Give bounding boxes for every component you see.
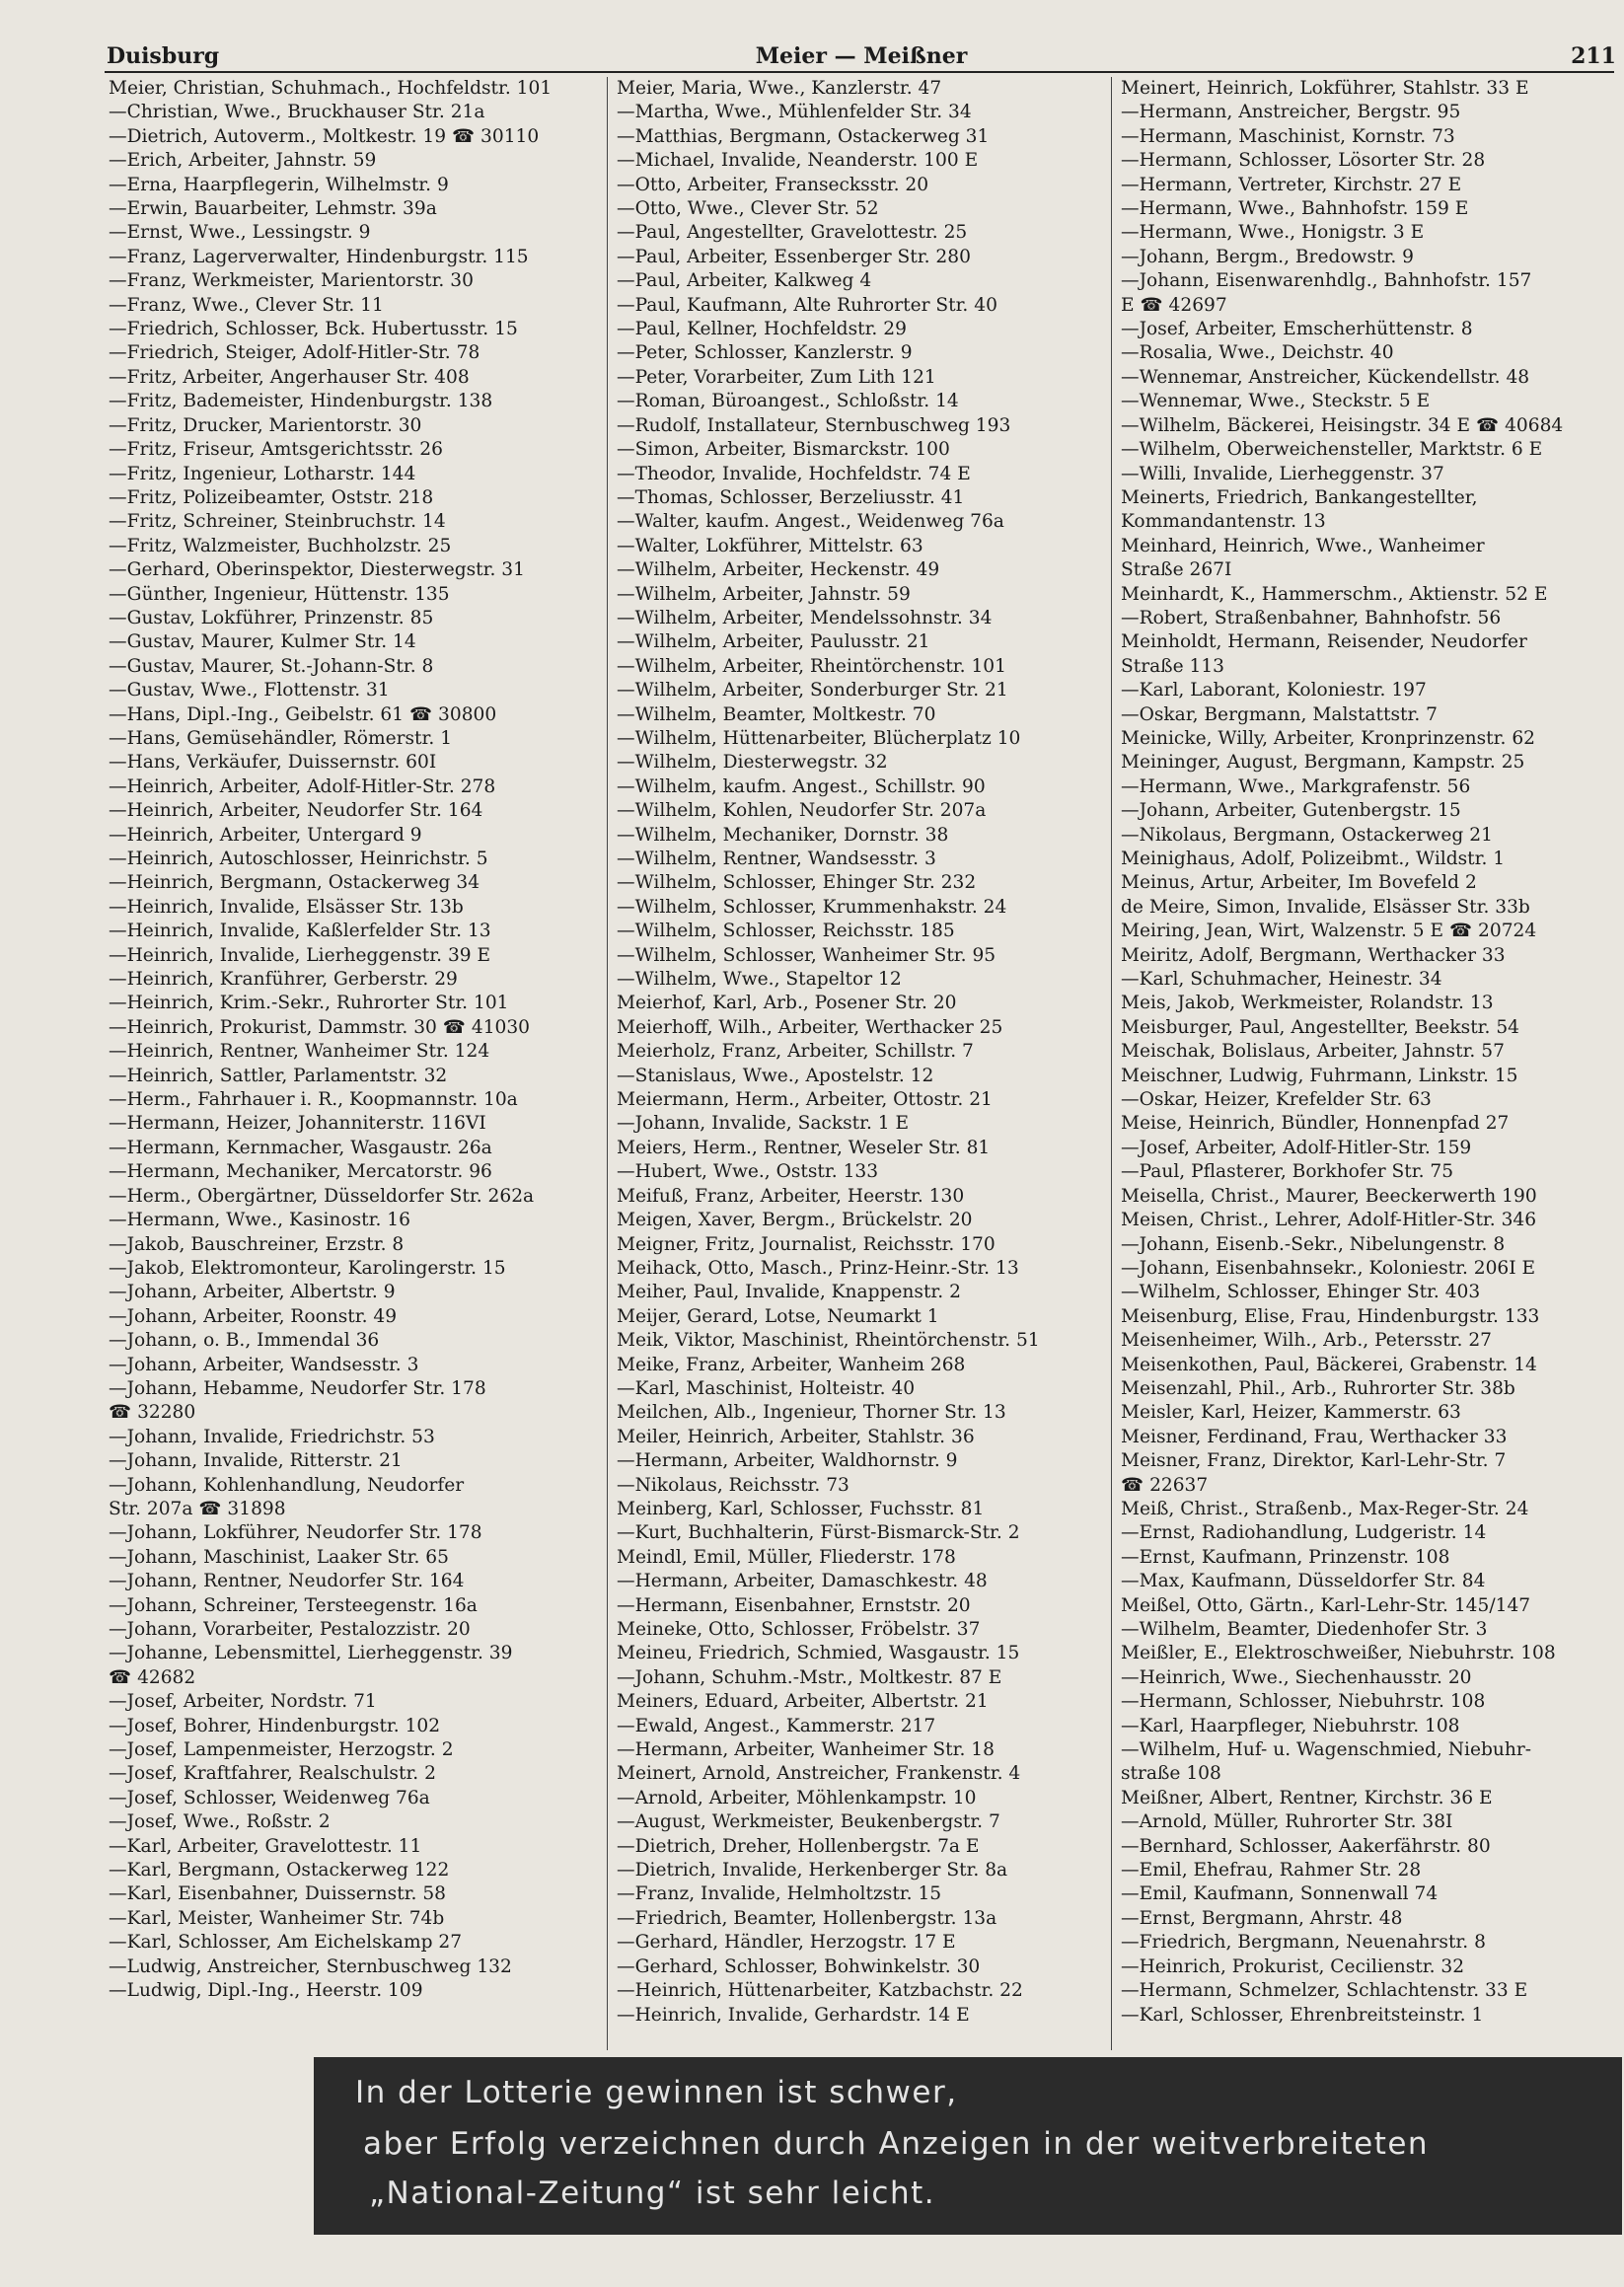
directory-entry: —Johann, Arbeiter, Roonstr. 49 — [109, 1305, 398, 1327]
directory-entry: Meindl, Emil, Müller, Fliederstr. 178 — [617, 1546, 956, 1568]
directory-entry: —Fritz, Walzmeister, Buchholzstr. 25 — [109, 535, 452, 556]
directory-entry: —Johann, Arbeiter, Wandsesstr. 3 — [109, 1354, 419, 1375]
directory-entry: —Wilhelm, kaufm. Angest., Schillstr. 90 — [617, 775, 986, 797]
directory-entry: —Wilhelm, Beamter, Moltkestr. 70 — [617, 703, 936, 725]
directory-entry: —Friedrich, Schlosser, Bck. Hubertusstr. 15 — [109, 319, 518, 340]
directory-entry: Meilchen, Alb., Ingenieur, Thorner Str. 13 — [617, 1402, 1006, 1424]
directory-entry: —Ewald, Angest., Kammerstr. 217 — [617, 1715, 936, 1736]
directory-entry: —Josef, Wwe., Roßstr. 2 — [109, 1811, 331, 1833]
directory-entry: —Hermann, Wwe., Bahnhofstr. 159 E — [1121, 198, 1469, 220]
directory-entry: —August, Werkmeister, Beukenbergstr. 7 — [617, 1811, 1000, 1833]
directory-entry: —Wilhelm, Arbeiter, Rheintörchenstr. 101 — [617, 655, 1006, 677]
directory-entry: Meis, Jakob, Werkmeister, Rolandstr. 13 — [1121, 993, 1494, 1014]
directory-entry: —Walter, Lokführer, Mittelstr. 63 — [617, 535, 923, 556]
directory-entry: —Johann, Invalide, Sackstr. 1 E — [617, 1113, 910, 1135]
directory-entry: —Paul, Kaufmann, Alte Ruhrorter Str. 40 — [617, 294, 997, 316]
directory-entry: —Karl, Haarpfleger, Niebuhrstr. 108 — [1121, 1715, 1460, 1736]
directory-entry: —Fritz, Drucker, Marientorstr. 30 — [109, 414, 422, 436]
directory-entry: —Thomas, Schlosser, Berzeliusstr. 41 — [617, 486, 965, 508]
directory-entry: —Matthias, Bergmann, Ostackerweg 31 — [617, 125, 990, 147]
directory-entry: —Martha, Wwe., Mühlenfelder Str. 34 — [617, 102, 972, 123]
city-name: Duisburg — [107, 43, 220, 69]
directory-entry: —Rudolf, Installateur, Sternbuschweg 193 — [617, 414, 1011, 436]
directory-entry: —Emil, Kaufmann, Sonnenwall 74 — [1121, 1883, 1439, 1905]
directory-entry: Meineke, Otto, Schlosser, Fröbelstr. 37 — [617, 1619, 981, 1640]
directory-entry: —Ernst, Bergmann, Ahrstr. 48 — [1121, 1907, 1403, 1929]
directory-entry: —Wennemar, Anstreicher, Kückendellstr. 48 — [1121, 366, 1530, 388]
directory-entry: —Johann, Schreiner, Tersteegenstr. 16a — [109, 1594, 478, 1616]
directory-entry: Kommandantenstr. 13 — [1121, 511, 1326, 533]
directory-entry: —Franz, Lagerverwalter, Hindenburgstr. 115 — [109, 246, 529, 267]
directory-entry: —Ernst, Wwe., Lessingstr. 9 — [109, 222, 371, 244]
directory-entry: —Roman, Büroangest., Schloßstr. 14 — [617, 391, 959, 412]
directory-entry: Straße 267I — [1121, 559, 1232, 581]
directory-entry: —Josef, Arbeiter, Nordstr. 71 — [109, 1691, 377, 1713]
directory-entry: —Friedrich, Steiger, Adolf-Hitler-Str. 78 — [109, 342, 480, 364]
directory-entry: E ☎ 42697 — [1121, 294, 1227, 316]
directory-entry: —Fritz, Ingenieur, Lotharstr. 144 — [109, 463, 416, 484]
directory-entry: —Theodor, Invalide, Hochfeldstr. 74 E — [617, 463, 971, 484]
directory-entry: Meiher, Paul, Invalide, Knappenstr. 2 — [617, 1282, 961, 1303]
directory-entry: —Wilhelm, Schlosser, Ehinger Str. 403 — [1121, 1282, 1481, 1303]
directory-column-2 — [617, 77, 1115, 2054]
directory-entry: —Erwin, Bauarbeiter, Lehmstr. 39a — [109, 198, 437, 220]
directory-entry: Meiritz, Adolf, Bergmann, Werthacker 33 — [1121, 944, 1506, 966]
directory-entry: —Hermann, Wwe., Markgrafenstr. 56 — [1121, 775, 1471, 797]
directory-entry: —Paul, Pflasterer, Borkhofer Str. 75 — [1121, 1161, 1454, 1183]
directory-entry: —Karl, Schlosser, Ehrenbreitsteinstr. 1 — [1121, 2004, 1484, 2026]
directory-entry: —Rosalia, Wwe., Deichstr. 40 — [1121, 342, 1394, 364]
directory-entry: —Herm., Obergärtner, Düsseldorfer Str. 262a — [109, 1185, 535, 1207]
directory-entry: —Wennemar, Wwe., Steckstr. 5 E — [1121, 391, 1431, 412]
directory-entry: —Oskar, Bergmann, Malstattstr. 7 — [1121, 703, 1438, 725]
header-rule — [105, 71, 1614, 73]
directory-entry: —Josef, Arbeiter, Adolf-Hitler-Str. 159 — [1121, 1137, 1472, 1158]
directory-column-3 — [1121, 77, 1616, 2054]
directory-entry: —Karl, Arbeiter, Gravelottestr. 11 — [109, 1835, 422, 1857]
directory-entry: Meininger, August, Bergmann, Kampstr. 25 — [1121, 752, 1525, 774]
directory-entry: Meihack, Otto, Masch., Prinz-Heinr.-Str. 13 — [617, 1257, 1019, 1279]
directory-entry: —Wilhelm, Schlosser, Reichsstr. 185 — [617, 921, 955, 942]
directory-entry: —Max, Kaufmann, Düsseldorfer Str. 84 — [1121, 1571, 1486, 1592]
directory-entry: Meike, Franz, Arbeiter, Wanheim 268 — [617, 1354, 966, 1375]
directory-entry: —Gerhard, Schlosser, Bohwinkelstr. 30 — [617, 1955, 981, 1977]
directory-entry: —Heinrich, Kranführer, Gerberstr. 29 — [109, 969, 458, 991]
directory-entry: —Gustav, Wwe., Flottenstr. 31 — [109, 680, 390, 701]
directory-entry: —Hermann, Wwe., Honigstr. 3 E — [1121, 222, 1425, 244]
directory-entry: Meijer, Gerard, Lotse, Neumarkt 1 — [617, 1305, 939, 1327]
directory-entry: —Peter, Vorarbeiter, Zum Lith 121 — [617, 366, 936, 388]
directory-entry: Str. 207a ☎ 31898 — [109, 1498, 286, 1519]
ad-line-3: „National-Zeitung“ ist sehr leicht. — [369, 2176, 936, 2211]
directory-entry: —Josef, Schlosser, Weidenweg 76a — [109, 1787, 430, 1808]
directory-entry: —Wilhelm, Mechaniker, Dornstr. 38 — [617, 824, 949, 846]
directory-entry: —Johann, Eisenb.-Sekr., Nibelungenstr. 8 — [1121, 1233, 1506, 1255]
directory-entry: —Kurt, Buchhalterin, Fürst-Bismarck-Str. 2 — [617, 1522, 1020, 1544]
directory-entry: —Josef, Kraftfahrer, Realschulstr. 2 — [109, 1763, 436, 1785]
directory-entry: Meisenkothen, Paul, Bäckerei, Grabenstr. 14 — [1121, 1354, 1537, 1375]
directory-entry: —Hermann, Anstreicher, Bergstr. 95 — [1121, 102, 1461, 123]
directory-entry: —Günther, Ingenieur, Hüttenstr. 135 — [109, 583, 450, 605]
directory-entry: —Willi, Invalide, Lierheggenstr. 37 — [1121, 463, 1444, 484]
directory-entry: —Hermann, Vertreter, Kirchstr. 27 E — [1121, 174, 1462, 195]
directory-entry: Meinerts, Friedrich, Bankangestellter, — [1121, 486, 1478, 508]
directory-entry: —Paul, Angestellter, Gravelottestr. 25 — [617, 222, 968, 244]
directory-entry: Meinert, Arnold, Anstreicher, Frankenstr. 4 — [617, 1763, 1021, 1785]
directory-entry: —Wilhelm, Beamter, Diedenhofer Str. 3 — [1121, 1619, 1488, 1640]
directory-entry: —Hermann, Schlosser, Niebuhrstr. 108 — [1121, 1691, 1486, 1713]
directory-entry: Meisen, Christ., Lehrer, Adolf-Hitler-Str. 346 — [1121, 1210, 1537, 1231]
directory-entry: —Fritz, Friseur, Amtsgerichtsstr. 26 — [109, 439, 443, 461]
directory-entry: —Wilhelm, Wwe., Stapeltor 12 — [617, 969, 902, 991]
directory-entry: Meisner, Franz, Direktor, Karl-Lehr-Str. 7 — [1121, 1450, 1507, 1472]
directory-entry: —Hermann, Eisenbahner, Ernststr. 20 — [617, 1594, 971, 1616]
directory-entry: ☎ 22637 — [1121, 1474, 1209, 1496]
directory-entry: —Karl, Bergmann, Ostackerweg 122 — [109, 1860, 450, 1881]
directory-entry: Meierholz, Franz, Arbeiter, Schillstr. 7 — [617, 1041, 974, 1063]
directory-entry: —Heinrich, Arbeiter, Neudorfer Str. 164 — [109, 800, 483, 822]
directory-entry: Meinighaus, Adolf, Polizeibmt., Wildstr. 1 — [1121, 848, 1506, 869]
directory-entry: —Gustav, Maurer, Kulmer Str. 14 — [109, 631, 416, 653]
directory-entry: —Fritz, Schreiner, Steinbruchstr. 14 — [109, 511, 446, 533]
directory-entry: —Hans, Dipl.-Ing., Geibelstr. 61 ☎ 30800 — [109, 703, 497, 725]
directory-entry: —Johann, Invalide, Friedrichstr. 53 — [109, 1426, 435, 1447]
ad-line-1: In der Lotterie gewinnen ist schwer, — [355, 2075, 958, 2110]
directory-entry: —Franz, Invalide, Helmholtzstr. 15 — [617, 1883, 942, 1905]
ad-line-2: aber Erfolg verzeichnen durch Anzeigen in der weitverbreiteten — [363, 2126, 1430, 2162]
directory-entry: Meisella, Christ., Maurer, Beeckerwerth 190 — [1121, 1185, 1537, 1207]
directory-entry: —Heinrich, Hüttenarbeiter, Katzbachstr. 22 — [617, 1980, 1023, 2002]
directory-entry: —Arnold, Müller, Ruhrorter Str. 38I — [1121, 1811, 1453, 1833]
directory-entry: —Wilhelm, Arbeiter, Paulusstr. 21 — [617, 631, 930, 653]
directory-entry: —Hermann, Arbeiter, Damaschkestr. 48 — [617, 1571, 988, 1592]
directory-entry: —Wilhelm, Oberweichensteller, Marktstr. 6 E — [1121, 439, 1543, 461]
directory-entry: —Oskar, Heizer, Krefelder Str. 63 — [1121, 1089, 1432, 1111]
directory-entry: —Karl, Laborant, Koloniestr. 197 — [1121, 680, 1427, 701]
directory-entry: Meißel, Otto, Gärtn., Karl-Lehr-Str. 145/147 — [1121, 1594, 1531, 1616]
directory-entry: Meise, Heinrich, Bündler, Honnenpfad 27 — [1121, 1113, 1510, 1135]
directory-entry: Meiners, Eduard, Arbeiter, Albertstr. 21 — [617, 1691, 989, 1713]
directory-entry: —Otto, Arbeiter, Fransecksstr. 20 — [617, 174, 929, 195]
directory-entry: —Karl, Schuhmacher, Heinestr. 34 — [1121, 969, 1442, 991]
column-divider — [1111, 77, 1112, 2050]
directory-entry: —Karl, Maschinist, Holteistr. 40 — [617, 1377, 916, 1399]
directory-entry: —Emil, Ehefrau, Rahmer Str. 28 — [1121, 1860, 1422, 1881]
directory-entry: —Arnold, Arbeiter, Möhlenkampstr. 10 — [617, 1787, 977, 1808]
directory-entry: Meierhoff, Wilh., Arbeiter, Werthacker 25 — [617, 1016, 1003, 1038]
directory-entry: —Wilhelm, Huf- u. Wagenschmied, Niebuhr- — [1121, 1739, 1531, 1761]
directory-column-1 — [109, 77, 607, 2054]
directory-entry: —Gustav, Lokführer, Prinzenstr. 85 — [109, 607, 434, 628]
directory-entry: —Jakob, Bauschreiner, Erzstr. 8 — [109, 1233, 405, 1255]
directory-entry: Meißner, Albert, Rentner, Kirchstr. 36 E — [1121, 1787, 1493, 1808]
directory-entry: —Johann, Eisenbahnsekr., Koloniestr. 206I E — [1121, 1257, 1536, 1279]
directory-entry: Meinhard, Heinrich, Wwe., Wanheimer — [1121, 535, 1485, 556]
directory-entry: —Heinrich, Prokurist, Cecilienstr. 32 — [1121, 1955, 1465, 1977]
directory-entry: —Heinrich, Sattler, Parlamentstr. 32 — [109, 1065, 448, 1086]
directory-entry: Meigen, Xaver, Bergm., Brückelstr. 20 — [617, 1210, 973, 1231]
directory-entry: Meinholdt, Hermann, Reisender, Neudorfer — [1121, 631, 1527, 653]
directory-entry: —Nikolaus, Reichsstr. 73 — [617, 1474, 849, 1496]
directory-entry: —Fritz, Bademeister, Hindenburgstr. 138 — [109, 391, 493, 412]
directory-entry: Meinberg, Karl, Schlosser, Fuchsstr. 81 — [617, 1498, 985, 1519]
directory-entry: —Wilhelm, Arbeiter, Jahnstr. 59 — [617, 583, 911, 605]
directory-entry: —Johann, Lokführer, Neudorfer Str. 178 — [109, 1522, 482, 1544]
directory-entry: —Wilhelm, Hüttenarbeiter, Blücherplatz 10 — [617, 727, 1021, 749]
directory-entry: Meiring, Jean, Wirt, Walzenstr. 5 E ☎ 20724 — [1121, 921, 1537, 942]
directory-entry: Meisenzahl, Phil., Arb., Ruhrorter Str. 38b — [1121, 1377, 1515, 1399]
directory-entry: —Michael, Invalide, Neanderstr. 100 E — [617, 150, 979, 172]
directory-entry: —Fritz, Arbeiter, Angerhauser Str. 408 — [109, 366, 470, 388]
directory-entry: —Dietrich, Autoverm., Moltkestr. 19 ☎ 30110 — [109, 125, 540, 147]
directory-entry: —Bernhard, Schlosser, Aakerfährstr. 80 — [1121, 1835, 1491, 1857]
directory-entry: —Erna, Haarpflegerin, Wilhelmstr. 9 — [109, 174, 449, 195]
directory-entry: —Hermann, Schlosser, Lösorter Str. 28 — [1121, 150, 1486, 172]
directory-entry: —Herm., Fahrhauer i. R., Koopmannstr. 10a — [109, 1089, 518, 1111]
directory-entry: —Wilhelm, Schlosser, Krummenhakstr. 24 — [617, 896, 1007, 918]
directory-entry: Meischak, Bolislaus, Arbeiter, Jahnstr. 57 — [1121, 1041, 1505, 1063]
directory-entry: —Heinrich, Krim.-Sekr., Ruhrorter Str. 101 — [109, 993, 509, 1014]
directory-entry: Meiß, Christ., Straßenb., Max-Reger-Str. 24 — [1121, 1498, 1529, 1519]
directory-entry: —Simon, Arbeiter, Bismarckstr. 100 — [617, 439, 950, 461]
directory-entry: Meier, Christian, Schuhmach., Hochfeldstr. 101 — [109, 78, 553, 99]
directory-entry: —Nikolaus, Bergmann, Ostackerweg 21 — [1121, 824, 1493, 846]
directory-entry: —Hermann, Wwe., Kasinostr. 16 — [109, 1210, 410, 1231]
directory-entry: —Fritz, Polizeibeamter, Oststr. 218 — [109, 486, 434, 508]
directory-entry: —Heinrich, Arbeiter, Untergard 9 — [109, 824, 422, 846]
directory-entry: straße 108 — [1121, 1763, 1221, 1785]
directory-entry: —Hans, Verkäufer, Duissernstr. 60I — [109, 752, 437, 774]
directory-entry: —Heinrich, Bergmann, Ostackerweg 34 — [109, 872, 480, 894]
directory-entry: —Josef, Lampenmeister, Herzogstr. 2 — [109, 1739, 454, 1761]
directory-entry: —Ludwig, Anstreicher, Sternbuschweg 132 — [109, 1955, 512, 1977]
directory-entry: —Karl, Meister, Wanheimer Str. 74b — [109, 1907, 445, 1929]
directory-entry: —Christian, Wwe., Bruckhauser Str. 21a — [109, 102, 485, 123]
advertisement-banner — [314, 2057, 1622, 2235]
directory-entry: —Paul, Arbeiter, Kalkweg 4 — [617, 270, 872, 292]
directory-entry: —Heinrich, Invalide, Lierheggenstr. 39 E — [109, 944, 491, 966]
directory-entry: —Johann, Schuhm.-Mstr., Moltkestr. 87 E — [617, 1666, 1002, 1688]
directory-entry: —Johann, Hebamme, Neudorfer Str. 178 — [109, 1377, 486, 1399]
directory-entry: Meinicke, Willy, Arbeiter, Kronprinzenstr. 62 — [1121, 727, 1535, 749]
directory-entry: —Johann, Arbeiter, Gutenbergstr. 15 — [1121, 800, 1461, 822]
directory-entry: Meiler, Heinrich, Arbeiter, Stahlstr. 36 — [617, 1426, 975, 1447]
directory-entry: —Heinrich, Rentner, Wanheimer Str. 124 — [109, 1041, 490, 1063]
directory-entry: Meisenburg, Elise, Frau, Hindenburgstr. 133 — [1121, 1305, 1540, 1327]
directory-entry: —Hermann, Arbeiter, Wanheimer Str. 18 — [617, 1739, 995, 1761]
directory-entry: Meineu, Friedrich, Schmied, Wasgaustr. 15 — [617, 1643, 1020, 1664]
directory-entry: —Gerhard, Händler, Herzogstr. 17 E — [617, 1932, 956, 1954]
name-range-title: Meier — Meißner — [755, 43, 968, 69]
directory-entry: —Johann, Maschinist, Laaker Str. 65 — [109, 1546, 449, 1568]
directory-entry: —Johann, Eisenwarenhdlg., Bahnhofstr. 157 — [1121, 270, 1532, 292]
directory-entry: —Wilhelm, Schlosser, Ehinger Str. 232 — [617, 872, 977, 894]
directory-entry: Meinus, Artur, Arbeiter, Im Bovefeld 2 — [1121, 872, 1477, 894]
directory-entry: —Jakob, Elektromonteur, Karolingerstr. 15 — [109, 1257, 506, 1279]
directory-entry: —Walter, kaufm. Angest., Weidenweg 76a — [617, 511, 1004, 533]
directory-entry: —Otto, Wwe., Clever Str. 52 — [617, 198, 879, 220]
column-divider — [607, 77, 608, 2050]
directory-entry: Meiers, Herm., Rentner, Weseler Str. 81 — [617, 1137, 991, 1158]
directory-entry: Meinert, Heinrich, Lokführer, Stahlstr. 33 E — [1121, 78, 1529, 99]
directory-entry: Meißler, E., Elektroschweißer, Niebuhrstr. 108 — [1121, 1643, 1556, 1664]
directory-entry: ☎ 32280 — [109, 1402, 196, 1424]
directory-entry: —Josef, Bohrer, Hindenburgstr. 102 — [109, 1715, 441, 1736]
directory-entry: —Gerhard, Oberinspektor, Diesterwegstr. 31 — [109, 559, 525, 581]
directory-entry: —Wilhelm, Rentner, Wandsesstr. 3 — [617, 848, 936, 869]
directory-entry: —Johann, Invalide, Ritterstr. 21 — [109, 1450, 403, 1472]
directory-entry: —Heinrich, Arbeiter, Adolf-Hitler-Str. 278 — [109, 775, 496, 797]
directory-entry: —Friedrich, Bergmann, Neuenahrstr. 8 — [1121, 1932, 1486, 1954]
directory-entry: —Hermann, Schmelzer, Schlachtenstr. 33 E — [1121, 1980, 1528, 2002]
directory-entry: Meik, Viktor, Maschinist, Rheintörchenstr. 51 — [617, 1330, 1040, 1352]
directory-entry: —Josef, Arbeiter, Emscherhüttenstr. 8 — [1121, 319, 1473, 340]
directory-entry: —Heinrich, Autoschlosser, Heinrichstr. 5 — [109, 848, 488, 869]
directory-entry: —Hermann, Mechaniker, Mercatorstr. 96 — [109, 1161, 492, 1183]
directory-entry: —Johann, Arbeiter, Albertstr. 9 — [109, 1282, 396, 1303]
directory-entry: —Karl, Eisenbahner, Duissernstr. 58 — [109, 1883, 446, 1905]
directory-entry: —Peter, Schlosser, Kanzlerstr. 9 — [617, 342, 913, 364]
directory-entry: Meisburger, Paul, Angestellter, Beekstr. 54 — [1121, 1016, 1520, 1038]
directory-entry: —Hermann, Heizer, Johanniterstr. 116VI — [109, 1113, 486, 1135]
directory-entry: —Wilhelm, Kohlen, Neudorfer Str. 207a — [617, 800, 987, 822]
directory-entry: —Paul, Arbeiter, Essenberger Str. 280 — [617, 246, 971, 267]
directory-entry: Meiermann, Herm., Arbeiter, Ottostr. 21 — [617, 1089, 993, 1111]
directory-entry: Meisner, Ferdinand, Frau, Werthacker 33 — [1121, 1426, 1508, 1447]
directory-entry: —Wilhelm, Bäckerei, Heisingstr. 34 E ☎ 40684 — [1121, 414, 1564, 436]
directory-entry: —Wilhelm, Diesterwegstr. 32 — [617, 752, 888, 774]
page-number: 211 — [1571, 43, 1616, 69]
directory-entry: ☎ 42682 — [109, 1666, 196, 1688]
directory-entry: —Paul, Kellner, Hochfeldstr. 29 — [617, 319, 907, 340]
directory-entry: —Ludwig, Dipl.-Ing., Heerstr. 109 — [109, 1980, 423, 2002]
directory-entry: Meier, Maria, Wwe., Kanzlerstr. 47 — [617, 78, 942, 99]
directory-entry: Meinhardt, K., Hammerschm., Aktienstr. 52 E — [1121, 583, 1548, 605]
directory-entry: —Robert, Straßenbahner, Bahnhofstr. 56 — [1121, 607, 1502, 628]
directory-entry: Straße 113 — [1121, 655, 1225, 677]
directory-entry: —Dietrich, Dreher, Hollenbergstr. 7a E — [617, 1835, 980, 1857]
directory-entry: —Johanne, Lebensmittel, Lierheggenstr. 39 — [109, 1643, 513, 1664]
directory-entry: —Franz, Werkmeister, Marientorstr. 30 — [109, 270, 474, 292]
directory-entry: —Heinrich, Prokurist, Dammstr. 30 ☎ 41030 — [109, 1016, 531, 1038]
directory-entry: —Wilhelm, Arbeiter, Mendelssohnstr. 34 — [617, 607, 993, 628]
directory-entry: —Erich, Arbeiter, Jahnstr. 59 — [109, 150, 377, 172]
directory-entry: Meigner, Fritz, Journalist, Reichsstr. 170 — [617, 1233, 996, 1255]
directory-entry: —Wilhelm, Arbeiter, Heckenstr. 49 — [617, 559, 940, 581]
directory-entry: de Meire, Simon, Invalide, Elsässer Str. 33b — [1121, 896, 1530, 918]
directory-entry: —Karl, Schlosser, Am Eichelskamp 27 — [109, 1932, 463, 1954]
directory-entry: —Wilhelm, Schlosser, Wanheimer Str. 95 — [617, 944, 997, 966]
directory-entry: Meisler, Karl, Heizer, Kammerstr. 63 — [1121, 1402, 1461, 1424]
directory-entry: Meierhof, Karl, Arb., Posener Str. 20 — [617, 993, 957, 1014]
directory-entry: —Hermann, Arbeiter, Waldhornstr. 9 — [617, 1450, 958, 1472]
directory-entry: Meisenheimer, Wilh., Arb., Petersstr. 27 — [1121, 1330, 1492, 1352]
directory-entry: —Stanislaus, Wwe., Apostelstr. 12 — [617, 1065, 934, 1086]
directory-entry: —Wilhelm, Arbeiter, Sonderburger Str. 21 — [617, 680, 1008, 701]
directory-entry: —Ernst, Kaufmann, Prinzenstr. 108 — [1121, 1546, 1450, 1568]
directory-entry: —Ernst, Radiohandlung, Ludgeristr. 14 — [1121, 1522, 1487, 1544]
directory-entry: —Friedrich, Beamter, Hollenbergstr. 13a — [617, 1907, 997, 1929]
directory-entry: —Heinrich, Invalide, Kaßlerfelder Str. 13 — [109, 921, 491, 942]
directory-entry: —Johann, Bergm., Bredowstr. 9 — [1121, 246, 1414, 267]
directory-entry: —Johann, Kohlenhandlung, Neudorfer — [109, 1474, 465, 1496]
directory-entry: —Hermann, Maschinist, Kornstr. 73 — [1121, 125, 1455, 147]
directory-entry: —Hermann, Kernmacher, Wasgaustr. 26a — [109, 1137, 492, 1158]
directory-entry: —Franz, Wwe., Clever Str. 11 — [109, 294, 384, 316]
directory-entry: —Hans, Gemüsehändler, Römerstr. 1 — [109, 727, 453, 749]
directory-entry: Meifuß, Franz, Arbeiter, Heerstr. 130 — [617, 1185, 965, 1207]
directory-entry: —Johann, Vorarbeiter, Pestalozzistr. 20 — [109, 1619, 471, 1640]
directory-entry: —Heinrich, Invalide, Elsässer Str. 13b — [109, 896, 464, 918]
directory-entry: Meischner, Ludwig, Fuhrmann, Linkstr. 15 — [1121, 1065, 1518, 1086]
directory-entry: —Johann, o. B., Immendal 36 — [109, 1330, 380, 1352]
directory-entry: —Dietrich, Invalide, Herkenberger Str. 8a — [617, 1860, 1008, 1881]
directory-entry: —Heinrich, Invalide, Gerhardstr. 14 E — [617, 2004, 970, 2026]
directory-entry: —Johann, Rentner, Neudorfer Str. 164 — [109, 1571, 465, 1592]
directory-entry: —Hubert, Wwe., Oststr. 133 — [617, 1161, 879, 1183]
directory-entry: —Heinrich, Wwe., Siechenhausstr. 20 — [1121, 1666, 1472, 1688]
directory-entry: —Gustav, Maurer, St.-Johann-Str. 8 — [109, 655, 434, 677]
